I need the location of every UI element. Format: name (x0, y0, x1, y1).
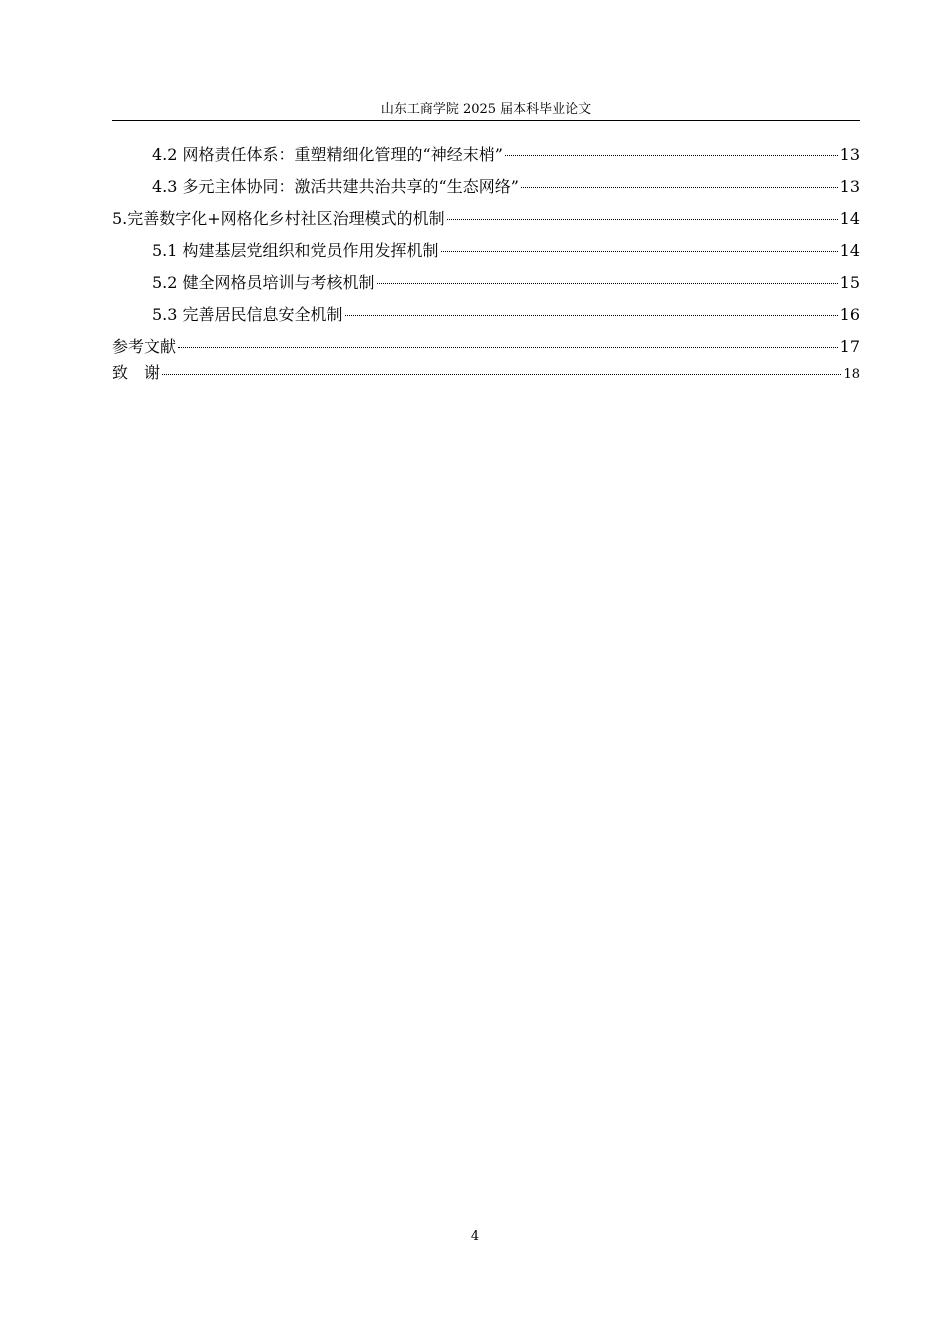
toc-entry-5-3[interactable] (112, 304, 860, 326)
toc-leader-dots (377, 283, 838, 284)
page-header (112, 100, 860, 121)
page-number: 4 (470, 1229, 480, 1244)
toc-leader-dots (441, 251, 838, 252)
toc-entry-label: 5.3 完善居民信息安全机制 (152, 305, 343, 324)
toc-leader-dots (345, 315, 838, 316)
toc-entry-label: 致 谢 (112, 363, 161, 382)
toc-leader-dots (505, 155, 838, 156)
toc-entry-label: 5.完善数字化+网格化乡村社区治理模式的机制 (112, 209, 445, 228)
toc-entry-5-2[interactable] (112, 272, 860, 294)
toc-entry-page: 18 (843, 367, 860, 382)
toc-entry-label: 参考文献 (112, 337, 177, 356)
toc-entry-label: 5.1 构建基层党组织和党员作用发挥机制 (152, 241, 439, 260)
toc-leader-dots (521, 187, 838, 188)
toc-entry-4-3[interactable] (112, 176, 860, 198)
toc-entry-page: 15 (839, 273, 860, 292)
toc-entry-5-1[interactable] (112, 240, 860, 262)
toc-entry-page: 13 (839, 145, 860, 164)
toc-leader-dots (447, 219, 838, 220)
toc-entry-page: 14 (839, 209, 860, 228)
toc-entry-label: 4.3 多元主体协同：激活共建共治共享的“生态网络” (152, 177, 519, 196)
toc-entry-page: 17 (839, 337, 860, 356)
toc-entry-references[interactable] (112, 336, 860, 358)
toc-leader-dots (162, 374, 841, 375)
header-title: 山东工商学院 2025 届本科毕业论文 (380, 102, 592, 117)
toc-leader-dots (178, 347, 838, 348)
toc-entry-label: 5.2 健全网格员培训与考核机制 (152, 273, 375, 292)
toc-entry-acknowledgements[interactable] (112, 362, 860, 386)
toc-entry-page: 16 (839, 305, 860, 324)
toc-entry-page: 13 (839, 177, 860, 196)
toc-entry-4-2[interactable] (112, 144, 860, 166)
toc-entry-label: 4.2 网格责任体系：重塑精细化管理的“神经末梢” (152, 145, 503, 164)
toc-entry-page: 14 (839, 241, 860, 260)
toc-entry-5[interactable] (112, 208, 860, 230)
